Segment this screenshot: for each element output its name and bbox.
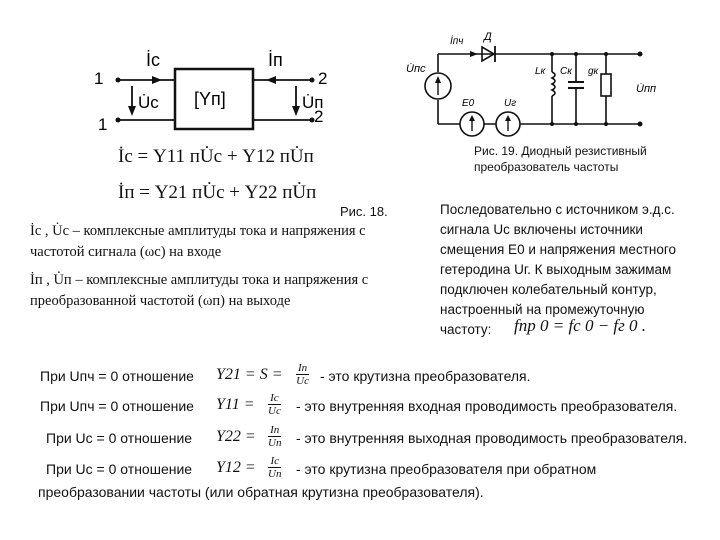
relation-fraction <box>268 455 281 480</box>
fraction-numerator: Iс <box>270 392 279 404</box>
fig19-conductance-label: gк <box>588 66 599 77</box>
relation-row <box>40 392 720 420</box>
fig18-two-port-diagram <box>90 38 350 138</box>
port1-top-label: 1 <box>94 69 104 88</box>
paragraph-line4: гетеродина Uг. К выходным зажимам <box>440 262 672 277</box>
port1-bottom-terminal <box>116 118 121 123</box>
fraction-numerator: Iп <box>270 424 280 436</box>
port1-bottom-label: 1 <box>98 115 108 134</box>
fig19-caption-line2: преобразователь частоты <box>474 160 619 174</box>
relation-row <box>46 424 720 452</box>
relation-fraction <box>296 362 309 387</box>
fig19-bias-label: E0 <box>462 98 475 109</box>
fig18-caption: Рис. 18. <box>340 204 388 219</box>
paragraph-line3: смещения E0 и напряжения местного <box>440 242 676 257</box>
fig19-capacitor-label: Cк <box>560 66 572 77</box>
input-current-label: İс <box>146 50 161 70</box>
output-voltage-arrow-icon <box>292 106 300 116</box>
relation-description: - это крутизна преобразователя. <box>320 368 531 384</box>
fig19-oscillator-label: Uг <box>504 98 517 109</box>
output-current-label: İп <box>268 50 283 70</box>
definition-input-line1: İс , U̇с – комплексные амплитуды тока и напряжения с <box>30 223 366 239</box>
port2-top-label: 2 <box>318 69 328 88</box>
relation-fraction <box>268 392 281 417</box>
port1-top-terminal <box>116 78 121 83</box>
paragraph-line2: сигнала Uс включены источники <box>440 222 643 237</box>
port2-top-terminal <box>310 78 315 83</box>
relation-description: - это внутренняя входная проводимость преобразователя. <box>296 398 678 414</box>
definition-input-line2: частотой сигнала (ωс) на входе <box>30 244 222 260</box>
relation-lhs: Y11 = <box>216 396 255 413</box>
fraction-numerator: Iс <box>270 455 279 467</box>
relation-condition: При Uпч = 0 отношение <box>40 368 194 384</box>
output-voltage-label: U̇п <box>302 93 324 112</box>
fig19-inductor-label: Lк <box>535 66 546 77</box>
relation-row <box>40 362 720 390</box>
closing-line: преобразовании частоты (или обратная крутизна преобразователя). <box>38 484 484 500</box>
relation-lhs: Y21 = S = <box>216 366 283 383</box>
fraction-denominator: Uс <box>296 375 309 387</box>
equation-input-current: İс = Y11 пU̇с + Y12 пU̇п <box>118 146 314 167</box>
input-voltage-label: U̇с <box>138 93 159 112</box>
output-current-arrow-icon <box>266 76 276 84</box>
relation-lhs: Y22 = <box>216 428 256 445</box>
definition-output-line2: преобразованной частотой (ωп) на выходе <box>30 293 291 309</box>
two-port-box-label: [Yп] <box>194 89 226 109</box>
fraction-numerator: Iп <box>298 362 308 374</box>
fig19-source-voltage-label: U̇пс <box>406 63 426 75</box>
inductor-icon <box>552 72 555 96</box>
input-voltage-arrow-icon <box>128 106 136 116</box>
paragraph-line5: подключен колебательный контур, <box>440 282 657 297</box>
fraction-denominator: Uп <box>268 437 282 449</box>
relation-condition: При Uс = 0 отношение <box>46 430 193 446</box>
relation-lhs: Y12 = <box>216 459 256 476</box>
fraction-denominator: Uс <box>268 405 281 417</box>
input-current-arrow-icon <box>152 76 162 84</box>
current-arrow-icon <box>470 51 478 57</box>
fig19-current-label: İпч <box>450 36 464 47</box>
relation-description: - это крутизна преобразователя при обратном <box>296 461 597 477</box>
relation-row <box>46 455 720 483</box>
paragraph-line6: настроенный на промежуточную <box>440 302 645 317</box>
paragraph-line1: Последовательно с источником э.д.с. <box>440 202 675 217</box>
fig19-output-voltage-label: U̇пп <box>636 83 657 95</box>
fig19-diode-mixer-circuit <box>400 22 700 140</box>
relation-description: - это внутренняя выходная проводимость преобразователя. <box>296 430 688 446</box>
paragraph-line7: частоту: <box>440 322 492 337</box>
port2-bottom-label: 2 <box>314 107 324 126</box>
intermediate-frequency-formula: fпр 0 = fс 0 − fг 0 . <box>514 316 647 335</box>
equation-output-current: İп = Y21 пU̇с + Y22 пU̇п <box>118 182 317 203</box>
relation-condition: При Uс = 0 отношение <box>46 461 193 477</box>
definition-output-line1: İп , U̇п – комплексные амплитуды тока и напряжения с <box>30 272 369 288</box>
fig19-caption-line1: Рис. 19. Диодный резистивный <box>474 144 647 158</box>
relation-condition: При Uпч = 0 отношение <box>40 398 194 414</box>
fig19-diode-label: Д <box>484 31 492 43</box>
resistor-icon <box>601 74 611 96</box>
fraction-denominator: Uп <box>268 468 282 480</box>
relation-fraction <box>268 424 281 449</box>
